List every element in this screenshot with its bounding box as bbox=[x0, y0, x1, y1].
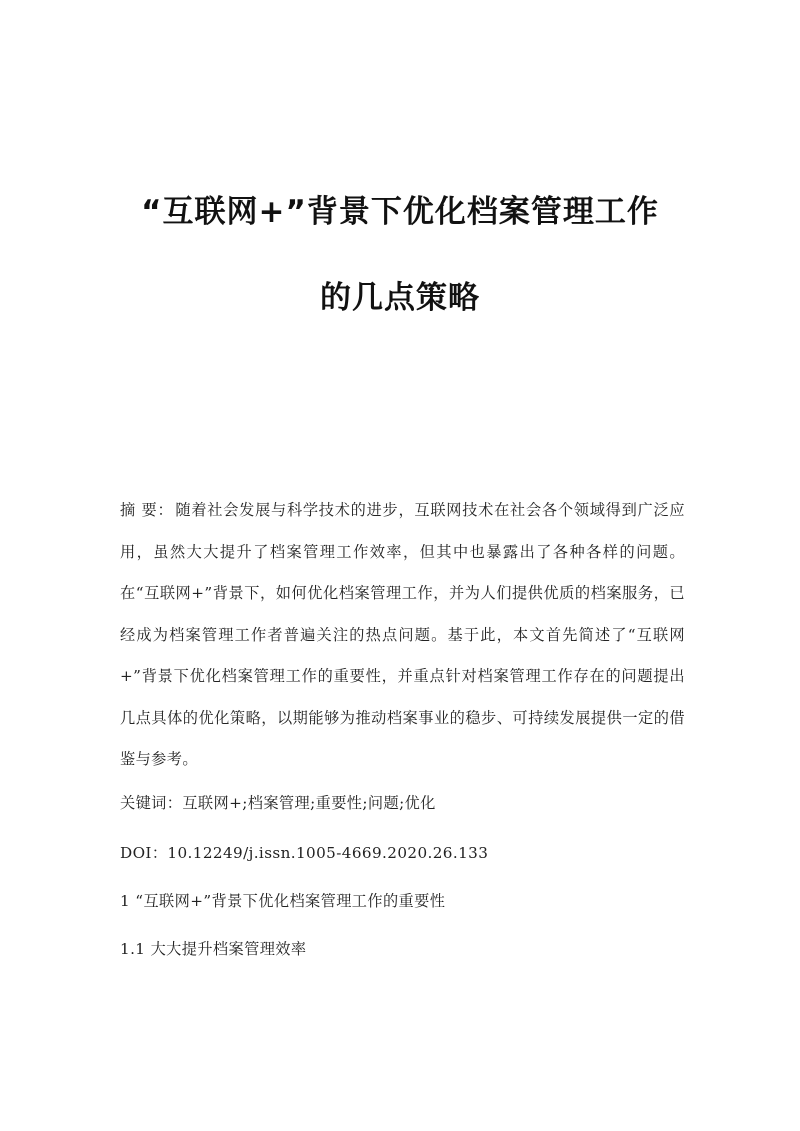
keywords: 关键词：互联网+;档案管理;重要性;问题;优化 bbox=[120, 794, 436, 812]
doi: DOI：10.12249/j.issn.1005-4669.2020.26.133 bbox=[120, 844, 489, 862]
abstract bbox=[120, 490, 685, 781]
section-heading-1-1: 1.1 大大提升档案管理效率 bbox=[120, 940, 307, 958]
section-heading-1: 1 “互联网+”背景下优化档案管理工作的重要性 bbox=[120, 892, 446, 910]
paper-title-line-2: 的几点策略 bbox=[320, 280, 480, 316]
abstract-label: 摘 要： bbox=[120, 501, 174, 519]
abstract-text: 随着社会发展与科学技术的进步，互联网技术在社会各个领域得到广泛应用，虽然大大提升了档案管理工作效率，但其中也暴露出了各种各样的问题。在“互联网+”背景下，如何优化档案管理工作，并为人们提供优质的档案服务，已经成为档案管理工作者普遍关注的热点问题。基于此，本文首先简述了“互联网+”背景下优化档案管理工作的重要性，并重点针对档案管理工作存在的问题提出几点具体的优化策略，以期能够为推动档案事业的稳步、可持续发展提供一定的借鉴与参考。 bbox=[120, 501, 685, 768]
paper-title-line-1: “互联网+”背景下优化档案管理工作 bbox=[141, 194, 659, 230]
